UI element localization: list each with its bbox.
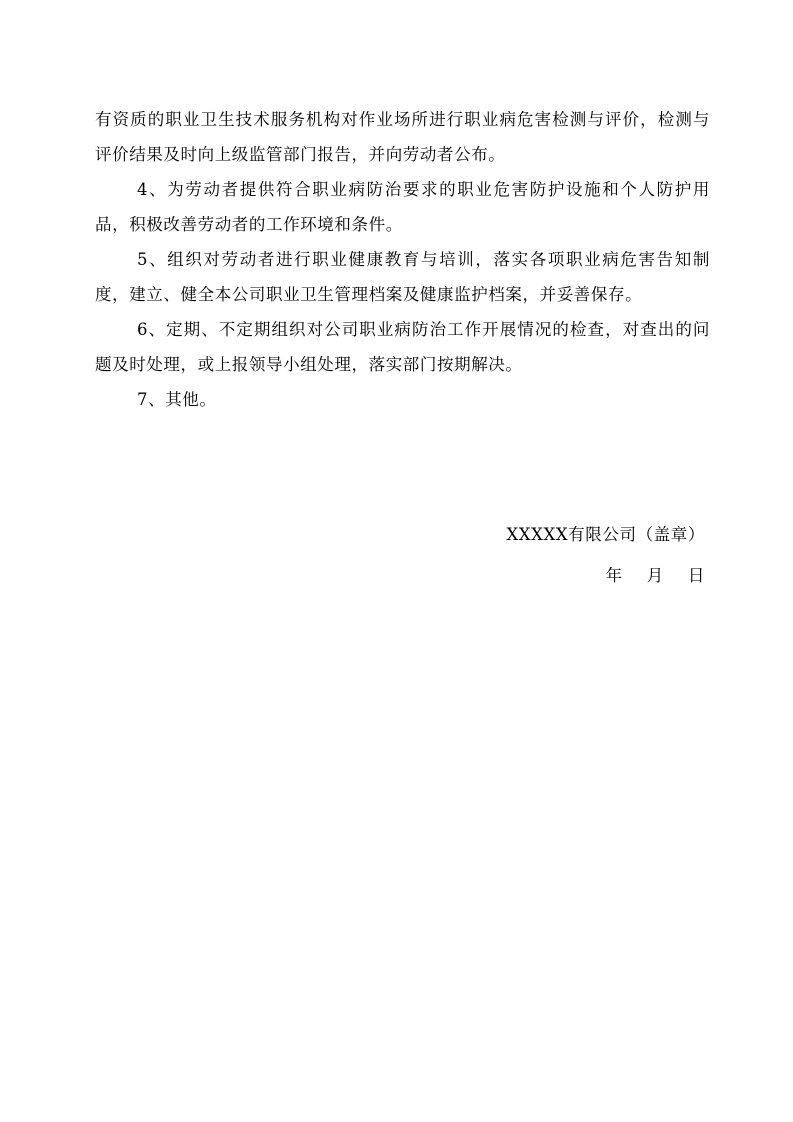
signature-date [305,558,705,593]
document-body [95,102,710,417]
paragraph-item-4: 4、为劳动者提供符合职业病防治要求的职业危害防护设施和个人防护用品，积极改善劳动者的工作环境和条件。 [95,180,710,234]
paragraph-item-5: 5、组织对劳动者进行职业健康教育与培训，落实各项职业病危害告知制度，建立、健全本公司职业卫生管理档案及健康监护档案，并妥善保存。 [95,250,710,304]
date-day-label: 日 [687,566,705,585]
signature-company: XXXXX有限公司（盖章） [506,525,705,544]
paragraph-continued: 有资质的职业卫生技术服务机构对作业场所进行职业病危害检测与评价，检测与评价结果及时向上级监管部门报告，并向劳动者公布。 [95,110,710,164]
date-year-label: 年 [605,566,623,585]
paragraph-item-6: 6、定期、不定期组织对公司职业病防治工作开展情况的检查，对查出的问题及时处理，或上报领导小组处理，落实部门按期解决。 [95,320,710,374]
date-month-label: 月 [646,566,664,585]
paragraph-item-7: 7、其他。 [137,390,217,409]
